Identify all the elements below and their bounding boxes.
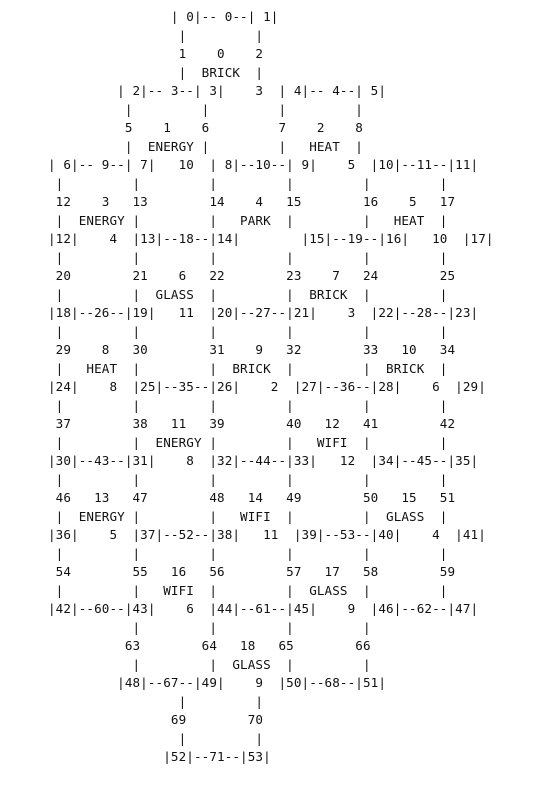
diagram-line-39: | | — [48, 730, 264, 746]
diagram-line-5: | | | | — [48, 101, 363, 117]
diagram-line-32: |42|--60--|43| 6 |44|--61--|45| 9 |46|--62--|47| — [48, 601, 479, 616]
diagram-line-21: | | | | | | — [48, 397, 448, 413]
diagram-line-10: 12 3 13 14 4 15 16 5 17 — [48, 194, 456, 209]
diagram-line-6: 5 1 6 7 2 8 — [48, 120, 363, 135]
diagram-line-25: | | | | | | — [48, 471, 448, 487]
diagram-line-22: 37 38 11 39 40 12 41 42 — [48, 416, 456, 431]
diagram-line-17: | | | | | | — [48, 323, 448, 339]
diagram-line-29: | | | | | | — [48, 545, 448, 561]
diagram-line-31: | | WIFI | | GLASS | | — [48, 582, 448, 598]
diagram-line-9: | | | | | | — [48, 175, 448, 191]
diagram-line-33: | | | | — [48, 619, 371, 635]
diagram-line-27: | ENERGY | | WIFI | | GLASS | — [48, 508, 448, 524]
diagram-line-13: | | | | | | — [48, 249, 448, 265]
diagram-line-12: |12| 4 |13|--18--|14| |15|--19--|16| 10 |17| — [48, 231, 494, 246]
diagram-line-20: |24| 8 |25|--35--|26| 2 |27|--36--|28| 6 |29| — [48, 379, 486, 394]
diagram-line-37: | | — [48, 693, 264, 709]
diagram-line-28: |36| 5 |37|--52--|38| 11 |39|--53--|40| 4 |41| — [48, 527, 486, 542]
diagram-line-36: |48|--67--|49| 9 |50|--68--|51| — [48, 675, 387, 690]
diagram-line-24: |30|--43--|31| 8 |32|--44--|33| 12 |34|--45--|35| — [48, 453, 479, 468]
diagram-line-40: |52|--71--|53| — [48, 749, 271, 764]
diagram-line-16: |18|--26--|19| 11 |20|--27--|21| 3 |22|--28--|23| — [48, 305, 479, 320]
diagram-line-3: | BRICK | — [48, 64, 264, 80]
diagram-line-30: 54 55 16 56 57 17 58 59 — [48, 564, 456, 579]
diagram-line-0: | 0|-- 0--| 1| — [48, 9, 279, 24]
diagram-line-4: | 2|-- 3--| 3| 3 | 4|-- 4--| 5| — [48, 83, 387, 98]
diagram-line-26: 46 13 47 48 14 49 50 15 51 — [48, 490, 456, 505]
diagram-line-19: | HEAT | | BRICK | | BRICK | — [48, 360, 448, 376]
diagram-line-11: | ENERGY | | PARK | | HEAT | — [48, 212, 448, 228]
diagram-line-15: | | GLASS | | BRICK | | — [48, 286, 448, 302]
diagram-line-2: 1 0 2 — [48, 46, 264, 61]
diagram-line-23: | | ENERGY | | WIFI | | — [48, 434, 448, 450]
diagram-line-18: 29 8 30 31 9 32 33 10 34 — [48, 342, 456, 357]
diagram-line-34: 63 64 18 65 66 — [48, 638, 371, 653]
diagram-line-1: | | — [48, 27, 264, 43]
diagram-line-7: | ENERGY | | HEAT | — [48, 138, 363, 154]
diagram-line-35: | | GLASS | | — [48, 656, 371, 672]
diagram-line-8: | 6|-- 9--| 7| 10 | 8|--10--| 9| 5 |10|--11--|11| — [48, 157, 479, 172]
diagram-line-14: 20 21 6 22 23 7 24 25 — [48, 268, 456, 283]
diagram-line-38: 69 70 — [48, 712, 264, 727]
